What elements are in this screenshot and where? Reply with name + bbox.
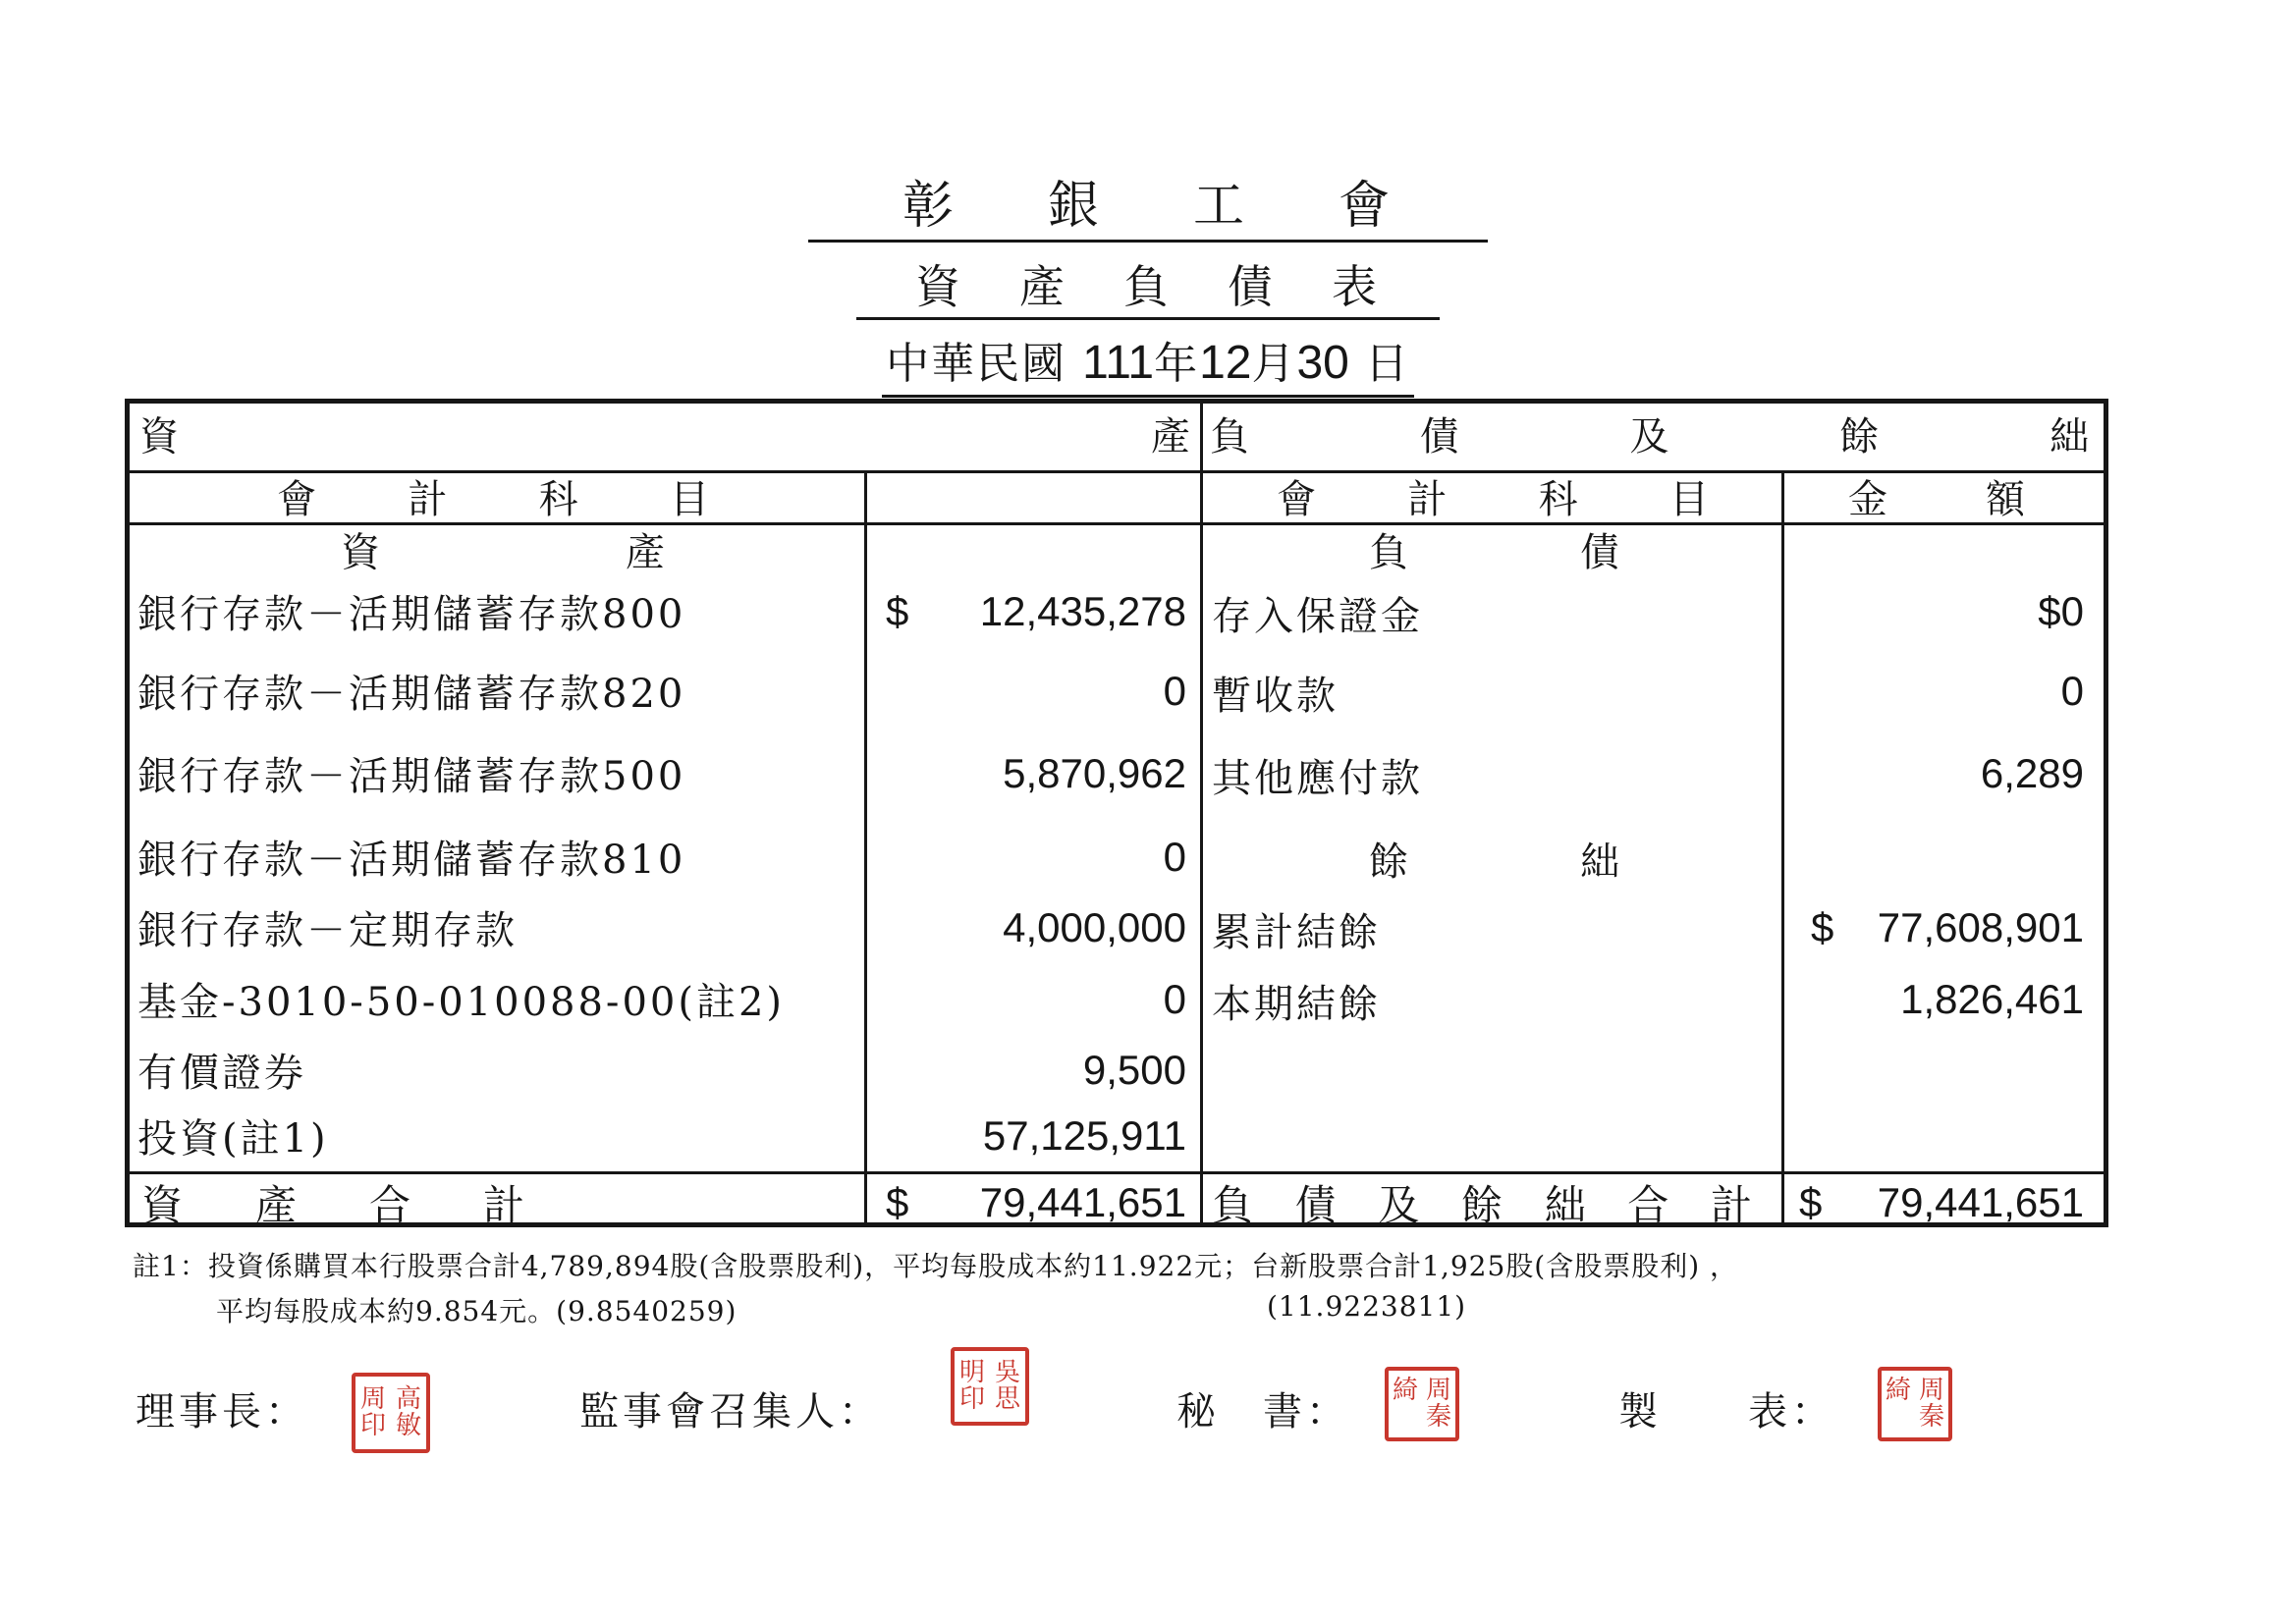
col-header-account-right: 會 計 科 目	[1277, 477, 1709, 522]
liability-row-label: 其他應付款	[1212, 756, 1423, 801]
document-title: 資產負債表	[0, 260, 2296, 320]
note-1-line-2-value: (11.9223811)	[1267, 1290, 1467, 1323]
asset-row-label: 有價證券	[137, 1051, 306, 1096]
total-assets-label: 資 產 合 計	[141, 1181, 524, 1229]
asset-row-amount: 12,435,278	[979, 588, 1186, 634]
liability-row-label: 存入保證金	[1212, 594, 1423, 639]
asset-row-label: 基金-3010-50-010088-00(註2)	[137, 980, 786, 1025]
right-amount-divider	[1781, 470, 1784, 1222]
liability-row-amount: $0	[2038, 588, 2084, 634]
total-assets-currency: $	[886, 1179, 909, 1225]
liabilities-surplus-header: 負 債 及 餘 絀	[1210, 414, 2089, 460]
surplus-row-amount: 77,608,901	[1877, 904, 2084, 950]
surplus-row-label: 本期結餘	[1212, 982, 1381, 1027]
chairman-label: 理事長：	[136, 1389, 308, 1434]
col-header-amount: 金 額	[1848, 477, 2025, 522]
secretary-label: 秘 書：	[1176, 1389, 1349, 1434]
total-row-divider	[130, 1171, 2104, 1174]
assets-header: 資 產	[139, 414, 1190, 460]
asset-row-amount: 0	[1163, 976, 1186, 1022]
column-header-divider	[130, 522, 2104, 525]
middle-divider	[1200, 404, 1203, 1222]
asset-row-label: 銀行存款－活期儲蓄存款810	[137, 838, 686, 883]
col-header-account-left: 會 計 科 目	[277, 477, 709, 522]
supervisor-convener-label: 監事會召集人：	[579, 1389, 882, 1434]
report-date: 中華民國 111年12月30 日	[0, 339, 2296, 398]
preparer-seal: 綺 周 秦	[1878, 1367, 1952, 1441]
asset-row-amount: 0	[1163, 668, 1186, 714]
union-name-title: 彰銀工會	[0, 177, 2296, 243]
liability-row-label: 暫收款	[1212, 674, 1339, 719]
section-assets-label: 資 產	[341, 530, 665, 575]
secretary-seal: 綺 周 秦	[1385, 1367, 1459, 1441]
note-1-line-2: 平均每股成本約9.854元。(9.8540259)	[216, 1295, 738, 1327]
asset-row-label: 銀行存款－定期存款	[137, 908, 518, 953]
surplus-row-label: 累計結餘	[1212, 910, 1381, 955]
asset-row-amount: 4,000,000	[1003, 904, 1186, 950]
asset-row-amount: 9,500	[1082, 1047, 1186, 1093]
preparer-label: 製 表：	[1618, 1389, 1834, 1434]
asset-row-label: 投資(註1)	[137, 1116, 329, 1162]
surplus-row-currency: $	[1811, 904, 1834, 950]
section-liabilities-label: 負 債	[1369, 530, 1619, 575]
balance-sheet-table	[125, 399, 2108, 1227]
left-amount-divider	[864, 470, 867, 1222]
total-liabilities-amount: 79,441,651	[1877, 1179, 2084, 1225]
liability-row-amount: 0	[2060, 668, 2084, 714]
chairman-seal: 周 高 印 敏	[352, 1373, 430, 1453]
header-divider	[130, 470, 2104, 473]
section-surplus-label: 餘 絀	[1369, 839, 1619, 885]
total-liabilities-currency: $	[1799, 1179, 1823, 1225]
total-liabilities-surplus-label: 負 債 及 餘 絀 合 計	[1212, 1181, 1752, 1229]
asset-row-currency: $	[886, 588, 909, 634]
asset-row-label: 銀行存款－活期儲蓄存款820	[137, 672, 686, 717]
note-1-line-1: 註1：投資係購買本行股票合計4,789,894股(含股票股利)，平均每股成本約11.922元；台新股票合計1,925股(含股票股利) ，	[133, 1250, 1739, 1282]
asset-row-label: 銀行存款－活期儲蓄存款500	[137, 754, 686, 799]
supervisor-seal: 明 吳 印 思	[951, 1347, 1029, 1426]
asset-row-amount: 57,125,911	[982, 1112, 1186, 1159]
total-assets-amount: 79,441,651	[979, 1179, 1186, 1225]
asset-row-amount: 0	[1163, 834, 1186, 880]
surplus-row-amount: 1,826,461	[1900, 976, 2084, 1022]
liability-row-amount: 6,289	[1980, 750, 2084, 796]
asset-row-label: 銀行存款－活期儲蓄存款800	[137, 592, 686, 637]
asset-row-amount: 5,870,962	[1003, 750, 1186, 796]
